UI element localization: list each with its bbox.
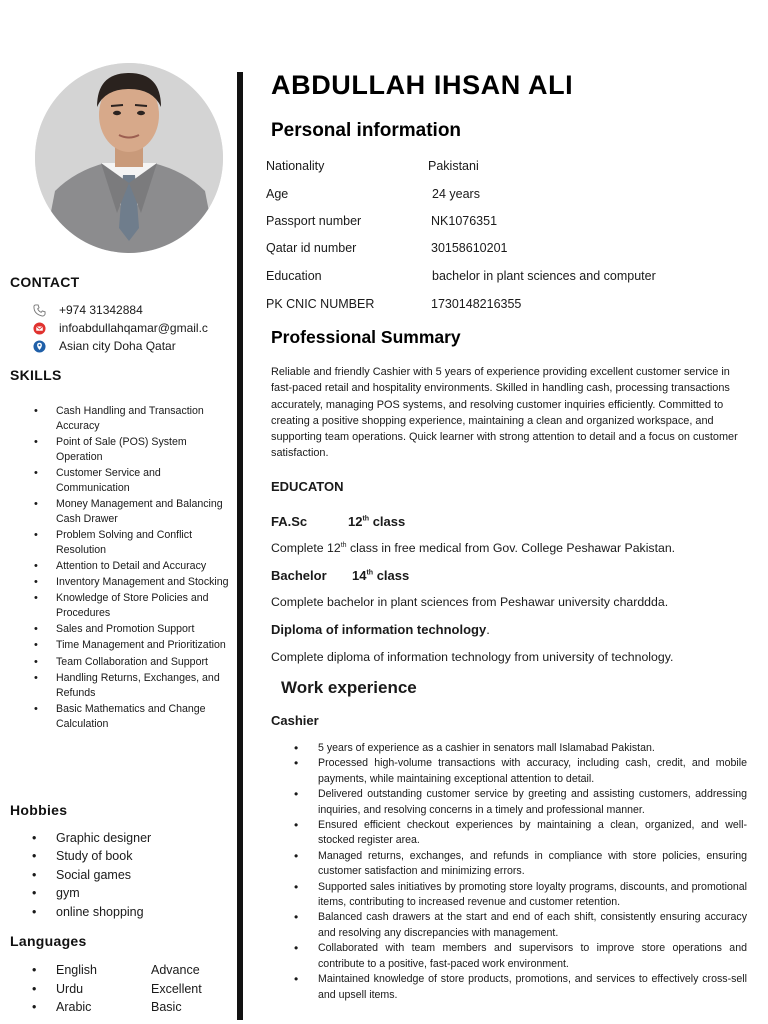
summary-text: Reliable and friendly Cashier with 5 years of experience providing excellent customer service in fast-paced retail and hospitality environments. Skilled in handling cash, processing transactions accurately, managing POS systems, and resolving customer inquiries efficiently. Committed to creating a positive shopping experience, maintaining a clean and organized workspace, and supporting team operations. Quick learner with strong attention to detail and a focus on customer satisfaction. xyxy=(271,366,738,460)
list-item: • Basic Mathematics and Change Calculation xyxy=(34,702,230,732)
profile-photo xyxy=(35,63,223,253)
info-value: 1730148216355 xyxy=(431,297,522,311)
list-item: • Customer Service and Communication xyxy=(34,466,230,496)
degree-class: 14th class xyxy=(352,568,410,583)
degree-name: Bachelor xyxy=(271,568,327,583)
language-name: • Urdu xyxy=(56,981,84,996)
education-heading: EDUCATON xyxy=(271,479,344,494)
duties-list xyxy=(294,741,747,1003)
language-level: Advance xyxy=(151,963,200,977)
info-label: Qatar id number xyxy=(266,241,357,255)
list-item: • Cash Handling and Transaction Accuracy xyxy=(34,404,230,434)
list-item: • Team Collaboration and Support xyxy=(34,655,230,670)
info-value: bachelor in plant sciences and computer xyxy=(432,269,656,283)
list-item: • Handling Returns, Exchanges, and Refunds xyxy=(34,671,230,701)
list-item: • Balanced cash drawers at the start and end of each shift, consistently ensuring accuracy and resolving any discrepancies with management. xyxy=(294,910,747,941)
language-name: • English xyxy=(56,963,97,977)
list-item: • gym xyxy=(32,884,151,902)
degree-fsc xyxy=(271,514,406,529)
email-icon xyxy=(32,321,46,335)
language-level: Excellent xyxy=(151,981,202,996)
info-row-nationality xyxy=(266,159,746,177)
list-item: • Attention to Detail and Accuracy xyxy=(34,559,230,574)
contact-list xyxy=(32,301,232,355)
list-item: • Point of Sale (POS) System Operation xyxy=(34,435,230,465)
list-item: • Graphic designer xyxy=(32,829,151,847)
info-row-qatar-id xyxy=(266,241,746,259)
list-item: • Social games xyxy=(32,866,151,884)
list-item: • Ensured efficient checkout experiences by maintaining a clean, organized, and well-stocked register area. xyxy=(294,818,747,849)
list-item: • online shopping xyxy=(32,903,151,921)
info-label: PK CNIC NUMBER xyxy=(266,297,375,311)
left-column xyxy=(0,0,236,1024)
info-row-age xyxy=(266,187,746,205)
contact-email xyxy=(32,319,232,337)
fsc-description: Complete 12th class in free medical from Gov. College Peshawar Pakistan. xyxy=(271,541,676,555)
info-row-cnic xyxy=(266,297,746,315)
job-title: Cashier xyxy=(271,713,319,728)
phone-text: +974 31342884 xyxy=(59,303,143,317)
skills-heading: SKILLS xyxy=(10,367,62,383)
hobbies-list xyxy=(32,829,151,921)
language-name: • Arabic xyxy=(56,1000,92,1015)
diploma-description: Complete diploma of information technology from university of technology. xyxy=(271,650,674,664)
bachelor-description: Complete bachelor in plant sciences from Peshawar university charddda. xyxy=(271,595,669,609)
info-row-passport xyxy=(266,214,746,232)
personal-info-heading: Personal information xyxy=(271,120,462,141)
hobbies-heading: Hobbies xyxy=(10,802,68,818)
info-value: 24 years xyxy=(432,187,480,201)
list-item xyxy=(32,998,232,1017)
list-item: • Processed high-volume transactions with accuracy, including cash, credit, and mobile payments, while maintaining exceptional attention to detail. xyxy=(294,756,747,787)
list-item: • Delivered outstanding customer service by greeting and assisting customers, addressing inquiries, and resolving concerns in a timely and professional manner. xyxy=(294,787,747,818)
list-item: • Inventory Management and Stocking xyxy=(34,575,230,590)
list-item: • Problem Solving and Conflict Resolution xyxy=(34,528,230,558)
list-item: • Knowledge of Store Policies and Procedures xyxy=(34,591,230,621)
contact-heading: CONTACT xyxy=(10,274,80,290)
list-item xyxy=(32,961,232,980)
list-item: • Money Management and Balancing Cash Drawer xyxy=(34,497,230,527)
degree-name: FA.Sc xyxy=(271,514,308,529)
skills-list xyxy=(34,404,230,733)
info-value: NK1076351 xyxy=(431,214,498,228)
degree-bachelor xyxy=(271,568,410,583)
languages-list xyxy=(32,961,232,1017)
info-value: Pakistani xyxy=(428,159,479,173)
list-item: • Sales and Promotion Support xyxy=(34,622,230,637)
language-level: Basic xyxy=(151,1000,182,1015)
info-value: 30158610201 xyxy=(431,241,508,255)
contact-phone xyxy=(32,301,232,319)
column-divider xyxy=(237,72,243,1020)
info-row-education xyxy=(266,269,746,287)
phone-icon xyxy=(32,303,46,317)
info-label: Age xyxy=(266,187,289,201)
list-item: • Supported sales initiatives by promoting store loyalty programs, discounts, and promotional items, contributing to increased revenue and customer retention. xyxy=(294,880,747,911)
list-item xyxy=(32,980,232,999)
list-item: • Maintained knowledge of store products, promotions, and services to effectively cross-sell and upsell items. xyxy=(294,972,747,1003)
list-item: • Collaborated with team members and supervisors to improve store operations and contribute to a positive, fast-paced work environment. xyxy=(294,941,747,972)
work-heading: Work experience xyxy=(281,678,417,697)
degree-class: 12th class xyxy=(348,514,406,529)
location-icon xyxy=(32,339,46,353)
list-item: • Managed returns, exchanges, and refunds in compliance with store policies, ensuring customer satisfaction and minimizing errors. xyxy=(294,849,747,880)
contact-address xyxy=(32,337,232,355)
summary-heading: Professional Summary xyxy=(271,327,461,347)
address-text: Asian city Doha Qatar xyxy=(59,339,176,353)
info-label: Education xyxy=(266,269,322,283)
info-label: Nationality xyxy=(266,159,325,173)
languages-heading: Languages xyxy=(10,933,87,949)
list-item: • Time Management and Prioritization xyxy=(34,638,230,653)
info-label: Passport number xyxy=(266,214,362,228)
list-item: • 5 years of experience as a cashier in senators mall Islamabad Pakistan. xyxy=(294,741,747,756)
list-item: • Study of book xyxy=(32,847,151,865)
email-text: infoabdullahqamar@gmail.c xyxy=(59,321,208,335)
person-name: ABDULLAH IHSAN ALI xyxy=(271,70,574,100)
degree-diploma: Diploma of information technology. xyxy=(271,622,490,637)
